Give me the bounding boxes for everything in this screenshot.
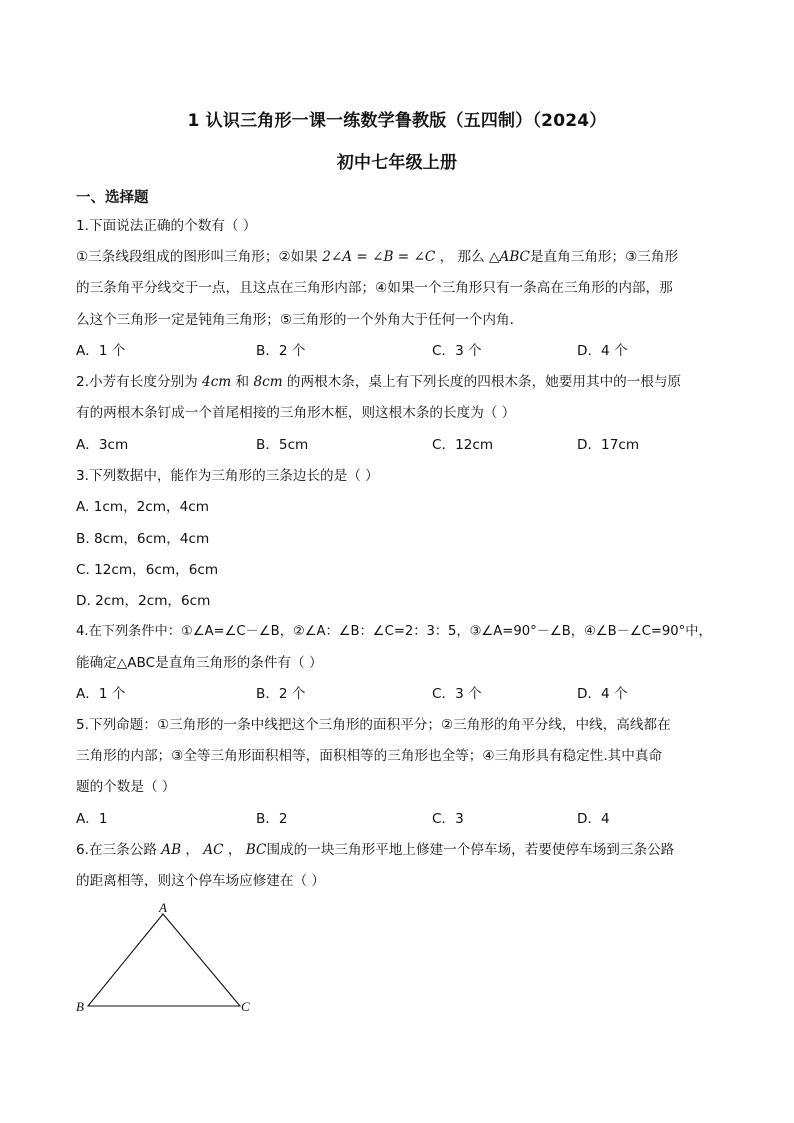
q3-stem: 3.下列数据中，能作为三角形的三条边长的是（ ） xyxy=(76,468,379,484)
q6-line-1 xyxy=(76,841,674,859)
q2-option-a[interactable]: A．3cm xyxy=(76,437,129,453)
q2-line-1-text-a: 2.小芳有长度分别为 xyxy=(76,374,203,390)
q4-line-2: 能确定△ABC是直角三角形的条件有（ ） xyxy=(76,655,323,671)
q3-option-a[interactable]: A. 1cm，2cm，4cm xyxy=(76,499,209,515)
q4-option-b[interactable]: B．2 个 xyxy=(256,686,306,702)
q1-line-2: 的三条角平分线交于一点，且这点在三角形内部；④如果一个三角形只有一条高在三角形的内部，那 xyxy=(76,280,673,296)
q3-option-c[interactable]: C. 12cm，6cm，6cm xyxy=(76,562,219,578)
vertex-label-c: C xyxy=(241,999,250,1014)
q5-option-d[interactable]: D．4 xyxy=(577,811,610,827)
q2-math-length-2: 8cm xyxy=(253,374,283,390)
page-title: 1 认识三角形一课一练数学鲁教版（五四制）（2024） xyxy=(187,111,607,131)
q5-option-c[interactable]: C．3 xyxy=(432,811,464,827)
q1-line-1 xyxy=(76,248,678,266)
q6-line-2: 的距离相等，则这个停车场应修建在（ ） xyxy=(76,873,326,889)
q6-math-road-bc: BC xyxy=(245,842,267,858)
q4-option-c[interactable]: C．3 个 xyxy=(432,686,482,702)
q6-math-road-ab: AB xyxy=(161,842,182,858)
q2-line-1-text-c: 的两根木条，桌上有下列长度的四根木条，她要用其中的一根与原 xyxy=(282,374,682,390)
q5-option-a[interactable]: A．1 xyxy=(76,811,108,827)
q1-line-1-text-c: 是直角三角形；③三角形 xyxy=(529,249,679,265)
q1-option-c[interactable]: C．3 个 xyxy=(432,343,482,359)
triangle-abc xyxy=(88,914,240,1006)
section-heading: 一、选择题 xyxy=(76,190,149,206)
q1-stem: 1.下面说法正确的个数有（ ） xyxy=(76,218,257,234)
q6-math-road-ac: AC xyxy=(203,842,224,858)
q5-line-2: 三角形的内部；③全等三角形面积相等，面积相等的三角形也全等；④三角形具有稳定性.其中真命 xyxy=(76,748,663,764)
vertex-label-b: B xyxy=(76,999,84,1014)
triangle-figure xyxy=(68,896,268,1026)
q6-line-1-text-b: 围成的一块三角形平地上修建一个停车场，若要使停车场到三条公路 xyxy=(266,842,675,858)
q5-line-1: 5.下列命题：①三角形的一条中线把这个三角形的面积平分；②三角形的角平分线，中线，高线都在 xyxy=(76,717,671,733)
q6-line-1-text-a: 6.在三条公路 xyxy=(76,842,162,858)
q2-option-d[interactable]: D．17cm xyxy=(577,437,640,453)
q2-line-1 xyxy=(76,373,681,391)
q1-line-3: 么这个三角形一定是钝角三角形；⑤三角形的一个外角大于任何一个内角． xyxy=(76,312,524,328)
q1-option-b[interactable]: B．2 个 xyxy=(256,343,306,359)
q1-option-d[interactable]: D．4 个 xyxy=(577,343,628,359)
q1-line-1-text-a: ①三条线段组成的图形叫三角形；②如果 xyxy=(76,249,323,265)
q1-math-angles: 2∠A = ∠B = ∠C xyxy=(322,249,436,265)
q4-line-1: 4.在下列条件中：①∠A=∠C－∠B，②∠A：∠B：∠C=2：3：5，③∠A=90°－∠B，④∠B－∠C=90°中， xyxy=(76,624,712,639)
q5-option-b[interactable]: B．2 xyxy=(256,811,288,827)
q5-line-3: 题的个数是（ ） xyxy=(76,779,176,795)
q2-option-c[interactable]: C．12cm xyxy=(432,437,494,453)
page-subtitle: 初中七年级上册 xyxy=(336,153,458,173)
q2-math-length-1: 4cm xyxy=(202,374,232,390)
q1-option-a[interactable]: A．1 个 xyxy=(76,343,126,359)
q1-line-1-text-b: ， 那么 xyxy=(435,249,490,265)
q3-option-d[interactable]: D. 2cm，2cm，6cm xyxy=(76,593,211,609)
q2-line-1-text-b: 和 xyxy=(231,374,254,390)
q4-option-d[interactable]: D．4 个 xyxy=(577,686,628,702)
q1-math-triangle: △ABC xyxy=(489,249,530,265)
q6-sep-1: ， xyxy=(181,842,204,858)
q2-option-b[interactable]: B．5cm xyxy=(256,437,309,453)
q6-sep-2: ， xyxy=(223,842,246,858)
q2-line-2: 有的两根木条钉成一个首尾相接的三角形木框，则这根木条的长度为（ ） xyxy=(76,405,516,421)
q4-option-a[interactable]: A．1 个 xyxy=(76,686,126,702)
vertex-label-a: A xyxy=(159,900,167,915)
q3-option-b[interactable]: B. 8cm，6cm，4cm xyxy=(76,531,210,547)
